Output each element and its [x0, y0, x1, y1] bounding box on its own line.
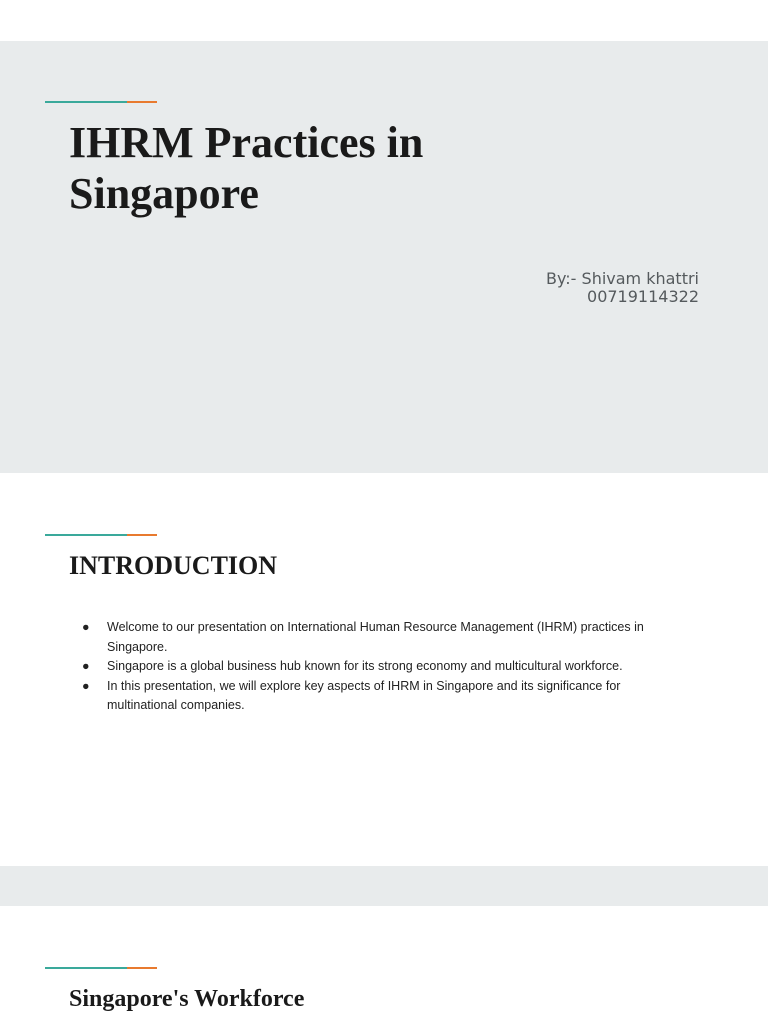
- accent-line-orange: [127, 967, 157, 969]
- bullet-text: Welcome to our presentation on International Human Resource Management (IHRM) practices in Singapore.: [107, 620, 644, 654]
- accent-line-orange: [127, 101, 157, 103]
- author-name: By:- Shivam khattri: [546, 269, 699, 288]
- list-item: [82, 618, 672, 657]
- slide-title: Singapore's Workforce: [69, 986, 305, 1012]
- deck-title: [69, 117, 423, 219]
- accent-line-teal: [45, 101, 127, 103]
- deck-title-line-1: IHRM Practices in: [69, 118, 424, 167]
- bullet-icon: ●: [82, 659, 90, 673]
- accent-line: [45, 101, 157, 103]
- accent-line: [45, 534, 157, 536]
- list-item: [82, 657, 672, 677]
- bullet-list: [82, 618, 672, 716]
- accent-line-orange: [127, 534, 157, 536]
- bullet-icon: ●: [82, 678, 90, 693]
- deck-title-line-2: Singapore: [69, 169, 259, 218]
- accent-line-teal: [45, 967, 127, 969]
- title-slide: [0, 41, 768, 473]
- introduction-slide: [0, 473, 768, 866]
- bullet-text: Singapore is a global business hub known for its strong economy and multicultural workforce.: [107, 659, 623, 673]
- accent-line-teal: [45, 534, 127, 536]
- workforce-slide: [0, 906, 768, 1024]
- author-id: 00719114322: [587, 287, 699, 306]
- slide-gap: [0, 866, 768, 906]
- accent-line: [45, 967, 157, 969]
- list-item: [82, 677, 672, 716]
- slide-title: INTRODUCTION: [69, 551, 278, 580]
- bullet-icon: ●: [82, 620, 90, 634]
- author-byline: [546, 270, 699, 306]
- bullet-text: In this presentation, we will explore key aspects of IHRM in Singapore and its significance for multinational companies.: [107, 678, 621, 712]
